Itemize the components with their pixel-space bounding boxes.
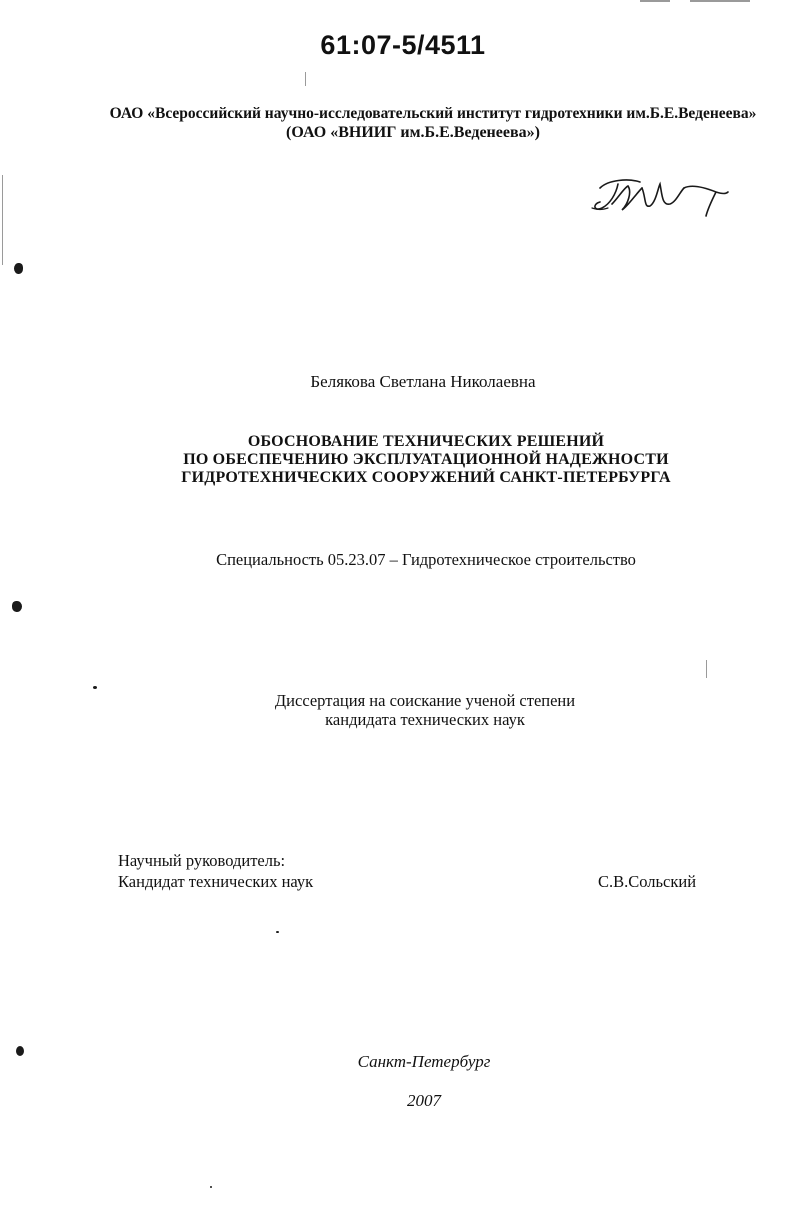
- supervisor-name: С.В.Сольский: [598, 872, 697, 891]
- degree-line-1: Диссертация на соискание ученой степени: [274, 691, 576, 710]
- scan-speck: [210, 1186, 212, 1188]
- supervisor-label: Научный руководитель:: [118, 851, 286, 870]
- organization-full-name: ОАО «Всероссийский научно-исследовательский институт гидротехники им.Б.Е.Веденеева»: [109, 105, 757, 122]
- year: 2007: [407, 1091, 441, 1110]
- author-name: Белякова Светлана Николаевна: [310, 372, 536, 391]
- scan-top-mark: [640, 0, 670, 2]
- scan-edge-mark: [2, 175, 3, 265]
- specialty-line: Специальность 05.23.07 – Гидротехническое строительство: [216, 550, 636, 569]
- degree-line-2: кандидата технических наук: [325, 710, 525, 729]
- scan-speck: [14, 263, 23, 274]
- supervisor-degree: Кандидат технических наук: [118, 872, 314, 891]
- archive-number: 61:07-5/4511: [320, 30, 486, 60]
- dissertation-title-line-1: ОБОСНОВАНИЕ ТЕХНИЧЕСКИХ РЕШЕНИЙ: [247, 433, 605, 450]
- scan-edge-mark: [305, 72, 306, 86]
- scan-speck: [93, 686, 97, 689]
- organization-short-name: (ОАО «ВНИИГ им.Б.Е.Веденеева»): [286, 124, 540, 141]
- city: Санкт-Петербург: [357, 1052, 491, 1071]
- dissertation-title-line-2: ПО ОБЕСПЕЧЕНИЮ ЭКСПЛУАТАЦИОННОЙ НАДЕЖНОСТИ: [183, 451, 669, 468]
- scan-top-mark: [690, 0, 750, 2]
- scan-speck: [276, 931, 279, 933]
- dissertation-title-line-3: ГИДРОТЕХНИЧЕСКИХ СООРУЖЕНИЙ САНКТ-ПЕТЕРБУРГА: [181, 469, 671, 486]
- handwritten-signature: [588, 158, 738, 228]
- scan-speck: [12, 601, 22, 612]
- scan-edge-mark: [706, 660, 707, 678]
